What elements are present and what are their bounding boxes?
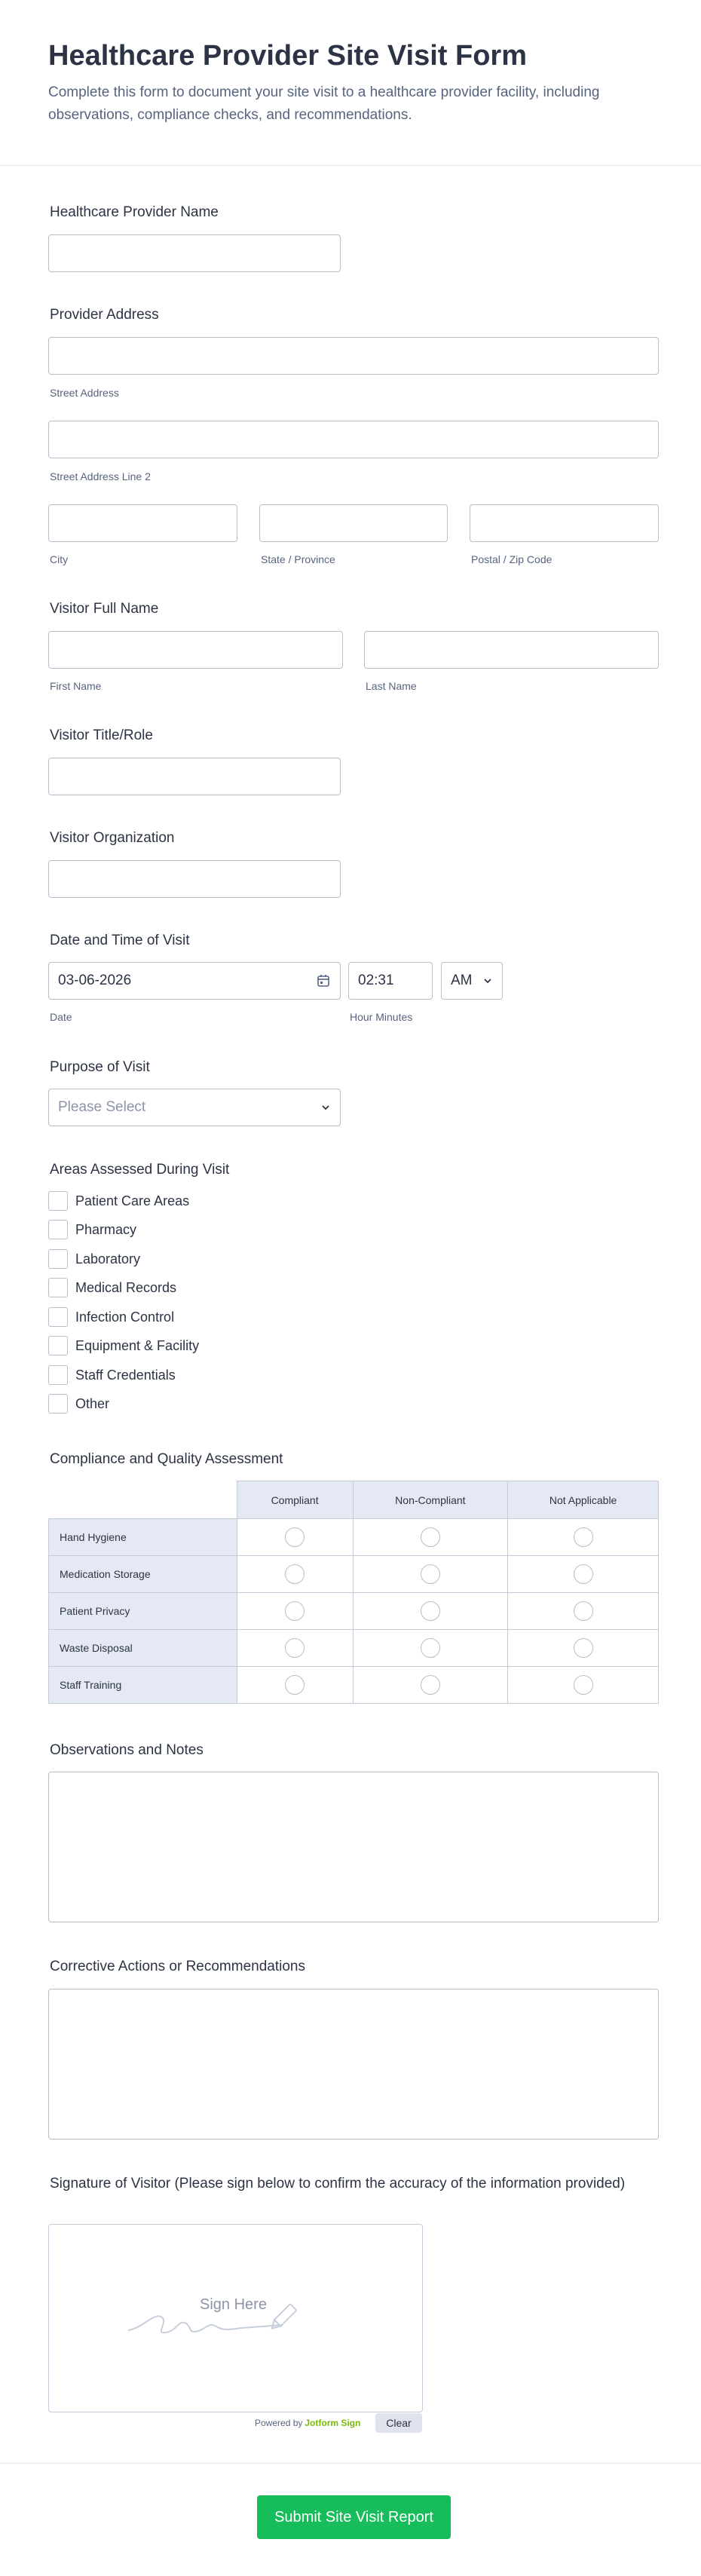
signature-label: Signature of Visitor (Please sign below to confirm the accuracy of the information provided) — [50, 2176, 626, 2192]
purpose-label: Purpose of Visit — [50, 1059, 150, 1075]
visitor-name-label: Visitor Full Name — [50, 601, 159, 617]
area-option[interactable] — [48, 1306, 174, 1328]
state-sublabel: State / Province — [261, 553, 335, 565]
area-option-label: Other — [75, 1395, 110, 1411]
table-row — [49, 1593, 659, 1630]
area-option[interactable] — [48, 1219, 136, 1240]
area-option-label: Laboratory — [75, 1251, 141, 1267]
city-input[interactable] — [48, 504, 237, 542]
radio-button[interactable] — [574, 1564, 593, 1584]
last-name-input[interactable] — [364, 631, 659, 669]
radio-button[interactable] — [421, 1564, 440, 1584]
area-option-label: Medical Records — [75, 1279, 177, 1295]
time-input[interactable] — [348, 962, 433, 1000]
radio-button[interactable] — [421, 1601, 440, 1621]
form-header — [0, 0, 701, 166]
checkbox[interactable] — [48, 1394, 68, 1414]
radio-button[interactable] — [285, 1564, 305, 1584]
radio-button[interactable] — [285, 1638, 305, 1658]
calendar-icon[interactable] — [316, 973, 331, 988]
powered-by-prefix: Powered by — [255, 2418, 303, 2428]
matrix-row-header: Medication Storage — [49, 1556, 237, 1593]
submit-button[interactable]: Submit Site Visit Report — [257, 2495, 451, 2539]
signature-scribble-icon — [124, 2296, 335, 2342]
radio-button[interactable] — [574, 1601, 593, 1621]
provider-name-label: Healthcare Provider Name — [50, 204, 219, 220]
radio-button[interactable] — [574, 1675, 593, 1695]
date-sublabel: Date — [50, 1011, 72, 1023]
address-label: Provider Address — [50, 307, 159, 323]
divider — [0, 2463, 701, 2464]
table-row — [49, 1667, 659, 1704]
compliance-label: Compliance and Quality Assessment — [50, 1451, 283, 1467]
street-address-sublabel: Street Address — [50, 387, 119, 399]
matrix-row-header: Patient Privacy — [49, 1593, 237, 1630]
matrix-row-header: Hand Hygiene — [49, 1519, 237, 1556]
checkbox[interactable] — [48, 1220, 68, 1239]
checkbox[interactable] — [48, 1336, 68, 1355]
area-option-label: Pharmacy — [75, 1221, 137, 1237]
observations-textarea[interactable] — [48, 1772, 659, 1922]
matrix-column-header: Compliant — [237, 1481, 353, 1519]
chevron-down-icon — [482, 976, 493, 986]
first-name-input[interactable] — [48, 631, 343, 669]
form-title: Healthcare Provider Site Visit Form — [48, 40, 527, 72]
zip-sublabel: Postal / Zip Code — [471, 553, 553, 565]
area-option[interactable] — [48, 1393, 109, 1414]
zip-input[interactable] — [470, 504, 659, 542]
radio-button[interactable] — [421, 1527, 440, 1547]
area-option-label: Infection Control — [75, 1309, 175, 1325]
radio-button[interactable] — [421, 1638, 440, 1658]
area-option[interactable] — [48, 1248, 140, 1270]
matrix-row-header: Waste Disposal — [49, 1630, 237, 1667]
checkbox[interactable] — [48, 1249, 68, 1269]
table-row — [49, 1519, 659, 1556]
checkbox[interactable] — [48, 1278, 68, 1297]
radio-button[interactable] — [574, 1527, 593, 1547]
radio-button[interactable] — [285, 1601, 305, 1621]
purpose-select[interactable] — [48, 1089, 341, 1126]
observations-label: Observations and Notes — [50, 1742, 204, 1758]
area-option[interactable] — [48, 1277, 176, 1298]
date-input[interactable] — [48, 962, 341, 1000]
radio-button[interactable] — [285, 1675, 305, 1695]
visitor-title-input[interactable] — [48, 758, 341, 795]
first-name-sublabel: First Name — [50, 680, 102, 692]
date-value: 03-06-2026 — [58, 973, 132, 988]
compliance-matrix — [48, 1481, 659, 1704]
radio-button[interactable] — [421, 1675, 440, 1695]
clear-signature-button[interactable]: Clear — [375, 2413, 422, 2433]
form-description: Complete this form to document your site visit to a healthcare provider facility, including observations, compliance checks, and recommendations. — [48, 84, 600, 123]
purpose-placeholder: Please Select — [58, 1099, 146, 1115]
matrix-row-header: Staff Training — [49, 1667, 237, 1704]
matrix-column-header: Not Applicable — [508, 1481, 659, 1519]
area-option[interactable] — [48, 1190, 189, 1211]
chevron-down-icon — [320, 1102, 331, 1113]
visitor-org-input[interactable] — [48, 860, 341, 898]
time-value: 02:31 — [358, 973, 394, 988]
area-option[interactable] — [48, 1335, 199, 1356]
areas-label: Areas Assessed During Visit — [50, 1162, 230, 1178]
visitor-org-label: Visitor Organization — [50, 830, 175, 846]
matrix-column-header: Non-Compliant — [353, 1481, 508, 1519]
time-sublabel: Hour Minutes — [350, 1011, 413, 1023]
table-row — [49, 1556, 659, 1593]
last-name-sublabel: Last Name — [366, 680, 417, 692]
city-sublabel: City — [50, 553, 69, 565]
jotform-sign-logo: Jotform Sign — [305, 2418, 361, 2428]
powered-by — [255, 2418, 360, 2428]
corrective-label: Corrective Actions or Recommendations — [50, 1959, 305, 1974]
visitor-title-label: Visitor Title/Role — [50, 727, 153, 743]
table-row — [49, 1630, 659, 1667]
checkbox[interactable] — [48, 1191, 68, 1211]
street-address-2-input[interactable] — [48, 421, 659, 458]
area-option-label: Equipment & Facility — [75, 1337, 200, 1353]
signature-pad[interactable] — [48, 2224, 423, 2412]
corrective-textarea[interactable] — [48, 1989, 659, 2140]
area-option-label: Staff Credentials — [75, 1367, 176, 1383]
ampm-select[interactable] — [441, 962, 503, 1000]
state-input[interactable] — [259, 504, 448, 542]
provider-name-input[interactable] — [48, 234, 341, 272]
signature-placeholder: Sign Here — [200, 2296, 267, 2313]
area-option-label: Patient Care Areas — [75, 1193, 190, 1208]
visit-datetime-label: Date and Time of Visit — [50, 933, 190, 948]
street-address-2-sublabel: Street Address Line 2 — [50, 470, 151, 482]
street-address-input[interactable] — [48, 337, 659, 375]
radio-button[interactable] — [285, 1527, 305, 1547]
checkbox[interactable] — [48, 1365, 68, 1385]
area-option[interactable] — [48, 1365, 176, 1386]
checkbox[interactable] — [48, 1307, 68, 1327]
ampm-value: AM — [451, 973, 473, 988]
radio-button[interactable] — [574, 1638, 593, 1658]
